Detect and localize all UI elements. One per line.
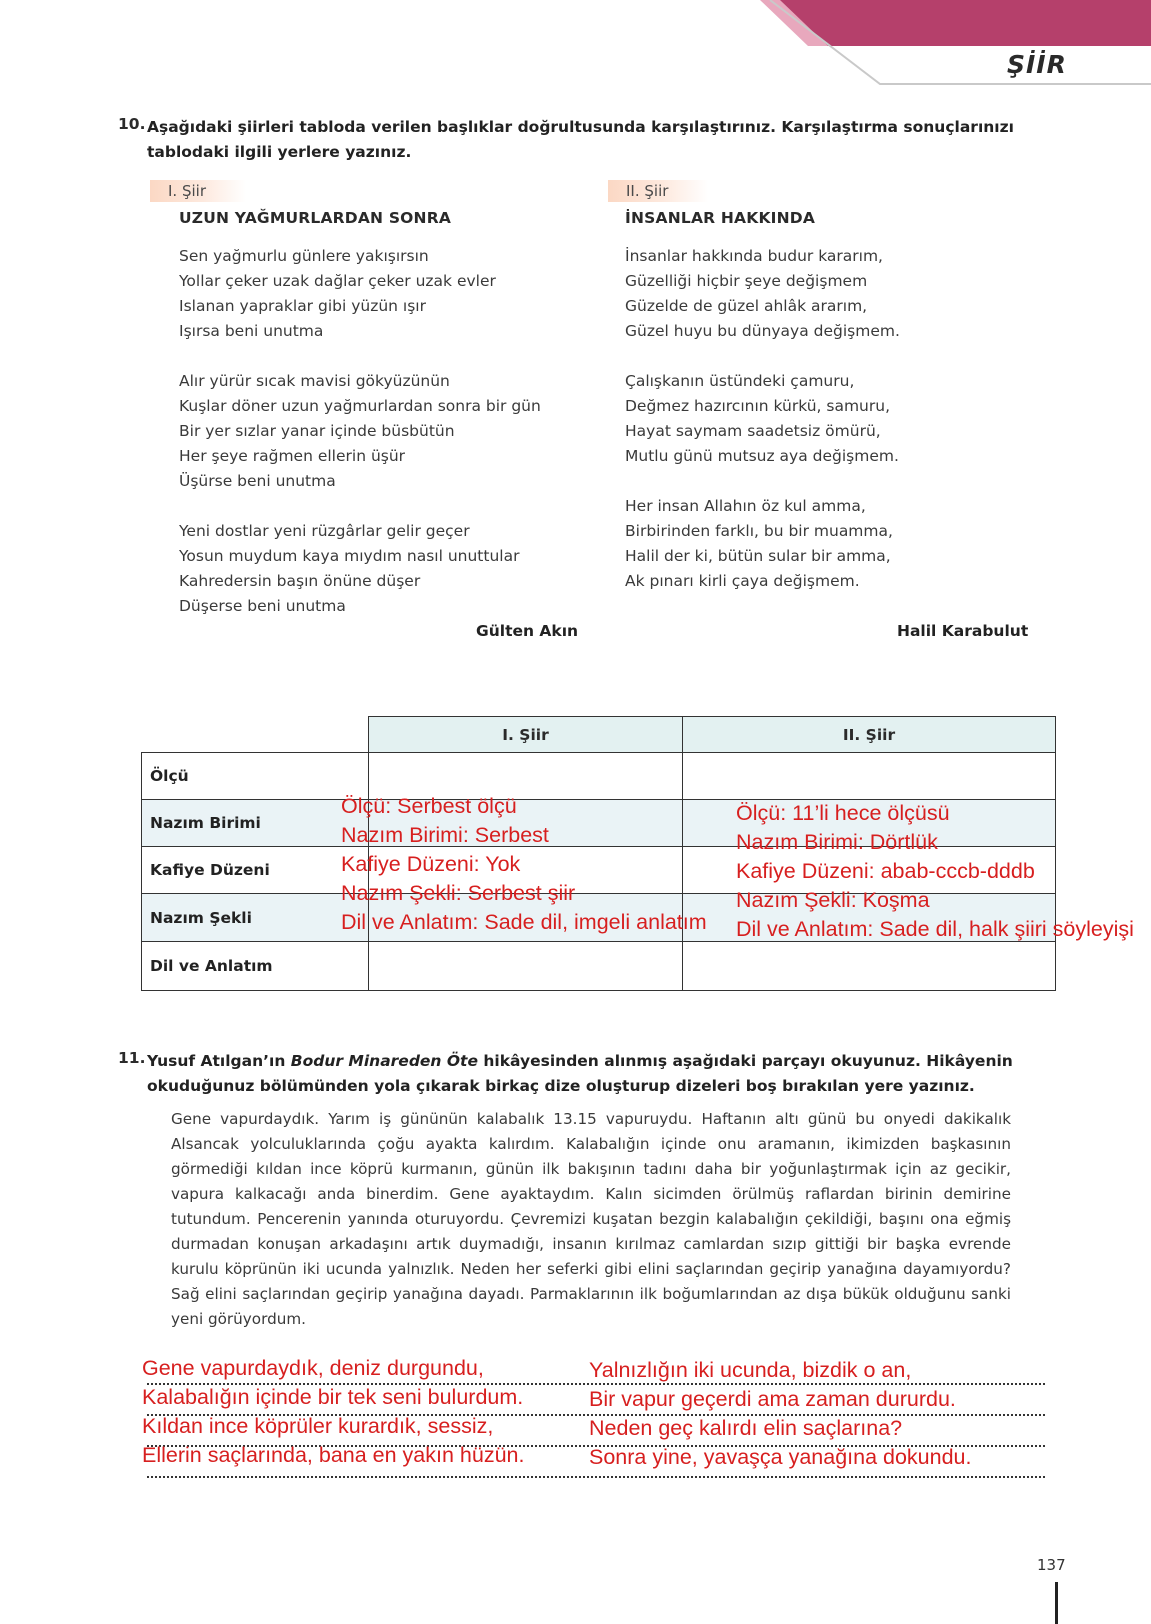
- handwritten-line: Dil ve Anlatım: Sade dil, halk şiiri söyleyişi: [736, 917, 1134, 941]
- poem-line: Sen yağmurlu günlere yakışırsın: [179, 247, 429, 265]
- poem-2-tag: II. Şiir: [608, 180, 708, 202]
- handwritten-answers-poem-2: [736, 799, 1134, 944]
- table-row: [142, 942, 1056, 991]
- poem-line: Işırsa beni unutma: [179, 322, 324, 340]
- poem-2-author: Halil Karabulut: [897, 622, 1029, 640]
- poem-1-title: UZUN YAĞMURLARDAN SONRA: [179, 209, 452, 227]
- poem-line: Çalışkanın üstündeki çamuru,: [625, 372, 855, 390]
- poem-line: İnsanlar hakkında budur kararım,: [625, 247, 883, 265]
- section-title: ŞİİR: [1007, 50, 1067, 79]
- poem-line: Güzelde de güzel ahlâk ararım,: [625, 297, 868, 315]
- story-passage: Gene vapurdaydık. Yarım iş gününün kalabalık 13.15 vapuruydu. Haftanın altı günü bu onyedi dakikalık Alsancak yolculuklarında çoğu ayakta kalırdım. Kalabalığın içinde onu aramanın, ikimizden başkasının görmediği kıldan ince köprü kurmanın, günün ilk bakışının tadını daha bir yoğunlaştırmak için az gecikir, vapura kalkacağı anda binerdim. Gene ayaktaydım. Kalın sicimden örülmüş raflardan birinin demirine tutundum. Pencerenin yanında oturuyordu. Çevremizi kuşatan bezgin kalabalığın çekildiği, başını ona eğmiş durmadan konuşan arkadaşını artık duymadığı, insanın kırılmaz camlardan sızıp gittiği bir başka evrende kurulu köprünün iki ucunda yalnızlık. Neden her seferki gibi elini saçlarından geçirip yanağına dayamıyordu? Sağ elini saçlarından geçirip yanağına dayadı. Parmaklarının ilk boğumlarından az dışa bükük olduğunu sanki yeni görüyordum.: [171, 1110, 1011, 1328]
- handwritten-line: Nazım Şekli: Koşma: [736, 888, 930, 912]
- page-number-rule: [1055, 1582, 1058, 1624]
- poem-line: Ak pınarı kirli çaya değişmem.: [625, 572, 860, 590]
- question-11-story-title: Bodur Minareden Öte: [290, 1052, 478, 1070]
- table-col-header-2: II. Şiir: [683, 717, 1056, 753]
- handwritten-line: Ölçü: 11’li hece ölçüsü: [736, 801, 950, 825]
- question-11-text-a: Yusuf Atılgan’ın: [147, 1052, 291, 1070]
- stanza: [625, 369, 900, 469]
- poem-line: Mutlu günü mutsuz aya değişmem.: [625, 447, 899, 465]
- handwritten-line: Nazım Birimi: Serbest: [341, 823, 549, 847]
- handwritten-line: Bir vapur geçerdi ama zaman dururdu.: [589, 1387, 956, 1411]
- handwritten-line: Ellerin saçlarında, bana en yakın hüzün.: [142, 1443, 525, 1467]
- handwritten-line: Nazım Birimi: Dörtlük: [736, 830, 938, 854]
- poem-line: Hayat saymam saadetsiz ömürü,: [625, 422, 881, 440]
- poem-line: Bir yer sızlar yanar içinde büsbütün: [179, 422, 455, 440]
- poem-line: Yosun muydum kaya mıydım nasıl unuttular: [179, 547, 520, 565]
- stanza: [625, 244, 900, 344]
- handwritten-poem-left: [142, 1354, 524, 1470]
- answer-line[interactable]: [147, 1476, 1045, 1478]
- row-header-olcu: Ölçü: [142, 753, 369, 800]
- poem-line: Kuşlar döner uzun yağmurlardan sonra bir gün: [179, 397, 541, 415]
- poem-line: Değmez hazırcının kürkü, samuru,: [625, 397, 891, 415]
- question-11-text-b: hikâyesinden alınmış aşağıdaki parçayı okuyunuz. Hikâyenin okuduğunuz bölümünden yola çıkarak birkaç dize oluşturup dizeleri boş bırakılan yere yazınız.: [147, 1052, 1013, 1095]
- page-number: 137: [1037, 1556, 1066, 1574]
- poem-line: Her insan Allahın öz kul amma,: [625, 497, 866, 515]
- question-10-number: 10.: [118, 115, 146, 133]
- answer-cell[interactable]: [683, 753, 1056, 800]
- handwritten-answers-poem-1: [341, 792, 707, 937]
- poem-1-tag: I. Şiir: [150, 180, 246, 202]
- poem-line: Her şeye rağmen ellerin üşür: [179, 447, 406, 465]
- handwritten-line: Kafiye Düzeni: abab-cccb-dddb: [736, 859, 1035, 883]
- handwritten-line: Nazım Şekli: Serbest şiir: [341, 881, 576, 905]
- poem-line: Kahredersin başın önüne düşer: [179, 572, 421, 590]
- row-header-nazim-birimi: Nazım Birimi: [142, 800, 369, 847]
- poem-1-author: Gülten Akın: [476, 622, 579, 640]
- poem-line: Halil der ki, bütün sular bir amma,: [625, 547, 891, 565]
- handwritten-line: Yalnızlığın iki ucunda, bizdik o an,: [589, 1358, 912, 1382]
- handwritten-line: Kalabalığın içinde bir tek seni bulurdum.: [142, 1385, 524, 1409]
- row-header-dil-ve-anlatim: Dil ve Anlatım: [142, 942, 369, 991]
- question-11-number: 11.: [118, 1049, 146, 1067]
- handwritten-line: Ölçü: Serbest ölçü: [341, 794, 517, 818]
- handwritten-line: Gene vapurdaydık, deniz durgundu,: [142, 1356, 484, 1380]
- table-corner: [142, 717, 369, 753]
- stanza: [179, 244, 541, 344]
- answer-cell[interactable]: [369, 942, 683, 991]
- handwritten-poem-right: [589, 1356, 972, 1472]
- row-header-kafiye-duzeni: Kafiye Düzeni: [142, 847, 369, 894]
- handwritten-line: Kafiye Düzeni: Yok: [341, 852, 521, 876]
- handwritten-line: Kıldan ince köprüler kurardık, sessiz,: [142, 1414, 494, 1438]
- poem-line: Yeni dostlar yeni rüzgârlar gelir geçer: [179, 522, 470, 540]
- table-col-header-1: I. Şiir: [369, 717, 683, 753]
- question-10-text: Aşağıdaki şiirleri tabloda verilen başlıklar doğrultusunda karşılaştırınız. Karşılaştırma sonuçlarınızı tablodaki ilgili yerlere yazınız.: [147, 118, 1014, 161]
- poem-line: Düşerse beni unutma: [179, 597, 346, 615]
- poem-line: Güzelliği hiçbir şeye değişmem: [625, 272, 868, 290]
- handwritten-line: Dil ve Anlatım: Sade dil, imgeli anlatım: [341, 910, 707, 934]
- header-decoration: [760, 0, 1151, 90]
- handwritten-line: Neden geç kalırdı elin saçlarına?: [589, 1416, 903, 1440]
- poem-line: Yollar çeker uzak dağlar çeker uzak evler: [179, 272, 496, 290]
- question-11-text: [147, 1049, 1067, 1099]
- stanza: [179, 369, 541, 494]
- handwritten-line: Sonra yine, yavaşça yanağına dokundu.: [589, 1445, 972, 1469]
- poem-line: Üşürse beni unutma: [179, 472, 336, 490]
- stanza: [625, 494, 900, 594]
- poem-line: Güzel huyu bu dünyaya değişmem.: [625, 322, 900, 340]
- poem-2-title: İNSANLAR HAKKINDA: [625, 209, 816, 227]
- poem-line: Birbirinden farklı, bu bir muamma,: [625, 522, 893, 540]
- answer-cell[interactable]: [683, 942, 1056, 991]
- poem-line: Islanan yapraklar gibi yüzün ışır: [179, 297, 426, 315]
- poem-2-body: [625, 244, 900, 619]
- poem-line: Alır yürür sıcak mavisi gökyüzünün: [179, 372, 450, 390]
- poem-1-body: [179, 244, 541, 644]
- stanza: [179, 519, 541, 619]
- row-header-nazim-sekli: Nazım Şekli: [142, 894, 369, 942]
